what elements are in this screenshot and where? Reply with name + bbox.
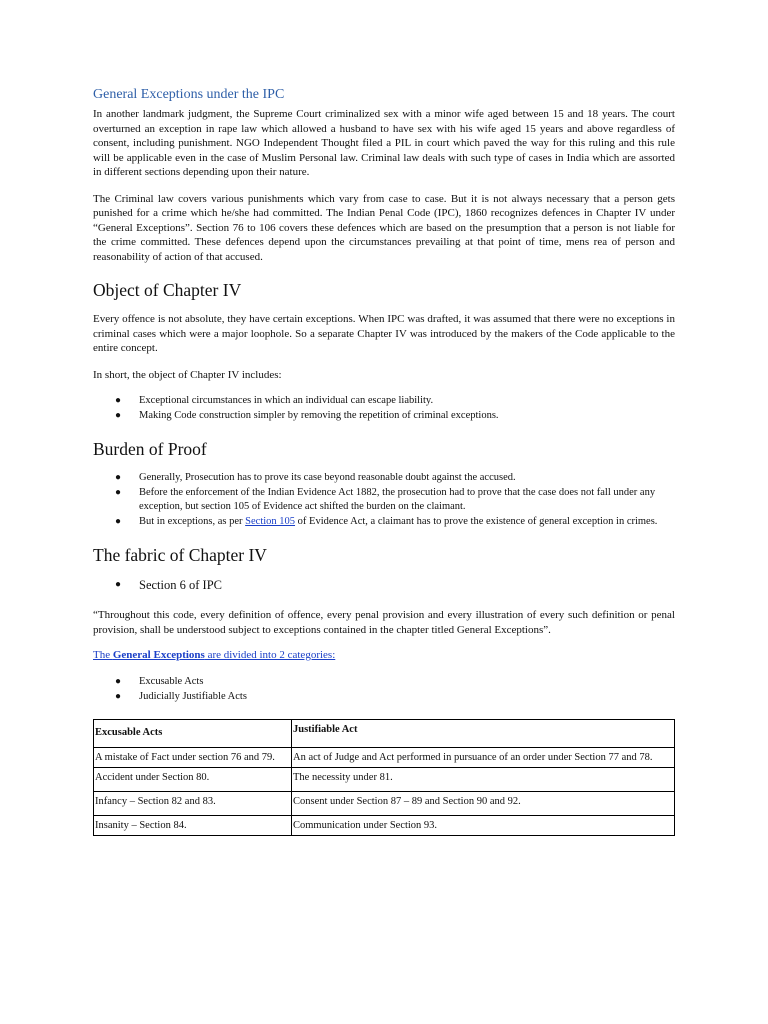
bullet-icon: ●	[115, 578, 122, 590]
bullet-icon: ●	[115, 487, 122, 498]
table-cell: Communication under Section 93.	[292, 815, 675, 835]
list-item: ● Excusable Acts	[115, 675, 204, 687]
table-row	[94, 815, 675, 835]
section-6-quote: “Throughout this code, every definition of offence, every penal provision and every illustration of every such definition or penal provision, shall be understood subject to exceptions contained in the chapter titled General Exceptions”.	[93, 609, 675, 636]
object-bullet-list	[93, 394, 675, 423]
categories-bullet-list	[93, 675, 675, 704]
intro-paragraph-1: In another landmark judgment, the Supreme Court criminalized sex with a minor wife aged between 15 and 18 years. The court overturned an exception in rape law which allowed a husband to have sex with his wife aged 15 years and above regardless of consent, including punishment. NGO Independent Thought filed a PIL in court which paved the way for this ruling and this rule will be applicable even in the case of Muslim Personal law. Criminal law deals with such type of cases in India which are assorted in different sections depending upon their nature.	[93, 108, 675, 178]
table-header-cell: Justifiable Act	[292, 719, 675, 747]
list-item: ● Section 6 of IPC	[115, 577, 222, 592]
list-item: ● Exceptional circumstances in which an individual can escape liability.	[115, 395, 434, 406]
general-exceptions-line[interactable]	[93, 648, 675, 663]
table-cell: An act of Judge and Act performed in pursuance of an order under Section 77 and 78.	[292, 747, 675, 767]
document-body	[93, 87, 675, 836]
burden-bullet-list	[93, 471, 675, 528]
section-105-link[interactable]: Section 105	[245, 515, 296, 527]
heading-burden-of-proof: Burden of Proof	[93, 439, 207, 459]
table-header-row	[94, 719, 675, 747]
table-cell: Accident under Section 80.	[94, 767, 292, 791]
table-cell: Infancy – Section 82 and 83.	[94, 791, 292, 815]
table-cell: Insanity – Section 84.	[94, 815, 292, 835]
exceptions-table	[93, 719, 675, 836]
object-intro-line: In short, the object of Chapter IV includes:	[93, 368, 282, 381]
bullet-icon: ●	[115, 395, 122, 406]
general-exceptions-link[interactable]: The General Exceptions are divided into 2 categories:	[93, 649, 336, 661]
bullet-icon: ●	[115, 515, 122, 527]
bullet-icon: ●	[115, 690, 122, 702]
fabric-bullet-list	[93, 577, 675, 593]
heading-object-of-chapter-iv: Object of Chapter IV	[93, 280, 242, 300]
document-title: General Exceptions under the IPC	[93, 87, 285, 102]
bullet-icon: ●	[115, 675, 122, 687]
bullet-icon: ●	[115, 472, 122, 483]
table-cell: The necessity under 81.	[292, 767, 675, 791]
table-row	[94, 747, 675, 767]
object-paragraph: Every offence is not absolute, they have certain exceptions. When IPC was drafted, it was assumed that there were no exceptions in criminal cases which were a major loophole. So a separate Chapter IV was introduced by the makers of the Code applicable to the entire concept.	[93, 313, 675, 354]
list-item: ● Judicially Justifiable Acts	[115, 690, 247, 702]
table-header-cell: Excusable Acts	[94, 719, 292, 747]
table-row	[94, 767, 675, 791]
intro-paragraph-2: The Criminal law covers various punishments which vary from case to case. But it is not always necessary that a person gets punished for a crime which he/she had committed. The Indian Penal Code (IPC), 1860 recognizes defences in Chapter IV under “General Exceptions”. Section 76 to 106 covers these defences which are based on the presumption that a person is not liable for the crime committed. These defences depend upon the circumstances prevailing at that point of time, mens rea of person and reasonability of action of that accused.	[93, 192, 675, 263]
bullet-icon: ●	[115, 410, 122, 421]
table-cell: Consent under Section 87 – 89 and Section 90 and 92.	[292, 791, 675, 815]
list-item: ● Generally, Prosecution has to prove its case beyond reasonable doubt against the accused.	[115, 472, 516, 483]
list-item: ● Before the enforcement of the Indian Evidence Act 1882, the prosecution had to prove that the case does not fall under any exception, but section 105 of Evidence act shifted the burden on the claimant.	[115, 487, 656, 512]
list-item: ● Making Code construction simpler by removing the repetition of criminal exceptions.	[115, 410, 499, 421]
heading-fabric-of-chapter-iv: The fabric of Chapter IV	[93, 544, 267, 565]
table-row	[94, 791, 675, 815]
list-item: ● But in exceptions, as per Section 105 of Evidence Act, a claimant has to prove the existence of general exception in crimes.	[115, 515, 658, 527]
table-cell: A mistake of Fact under section 76 and 79.	[94, 747, 292, 767]
